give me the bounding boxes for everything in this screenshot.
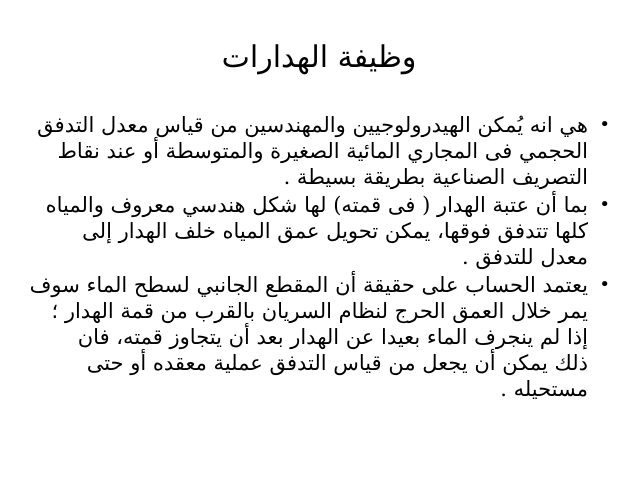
bullet-text-line: كلها تتدفق فوقها، يمكن تحويل عمق المياه خلف الهدار إلى: [82, 219, 588, 243]
bullet-text-line: الحجمي فى المجاري المائية الصغيرة والمتوسطة أو عند نقاط: [57, 139, 588, 163]
bullet-item: [30, 192, 612, 270]
bullet-dot: •: [599, 274, 610, 295]
bullet-item: [30, 272, 612, 402]
bullet-text-line: ذلك يمكن أن يجعل من قياس التدفق عملية معقده أو حتى: [86, 351, 588, 375]
slide-title: وظيفة الهدارات: [221, 40, 417, 75]
bullet-text-line: يعتمد الحساب على حقيقة أن المقطع الجانبي لسطح الماء سوف: [29, 273, 588, 297]
bullet-text-line: مستحيله .: [500, 377, 588, 401]
bullet-item: [30, 112, 612, 190]
bullet-text-line: بما أن عتبة الهدار ( فى قمته) لها شكل هندسي معروف والمياه: [45, 193, 588, 217]
bullet-dot: •: [599, 114, 610, 135]
bullet-text-line: هي انه يُمكن الهيدرولوجيين والمهندسين من قياس معدل التدفق: [37, 113, 588, 137]
bullet-text-line: التصريف الصناعية بطريقة بسيطة .: [283, 165, 588, 189]
bullet-text-line: إذا لم ينجرف الماء بعيدا عن الهدار بعد أن يتجاوز قمته، فان: [77, 325, 588, 349]
bullet-text-line: يمر خلال العمق الحرج لنظام السريان بالقرب من قمة الهدار ؛: [51, 299, 588, 323]
bullet-dot: •: [599, 194, 610, 215]
bullet-list: [30, 112, 612, 404]
bullet-text-line: معدل للتدفق .: [462, 245, 588, 269]
